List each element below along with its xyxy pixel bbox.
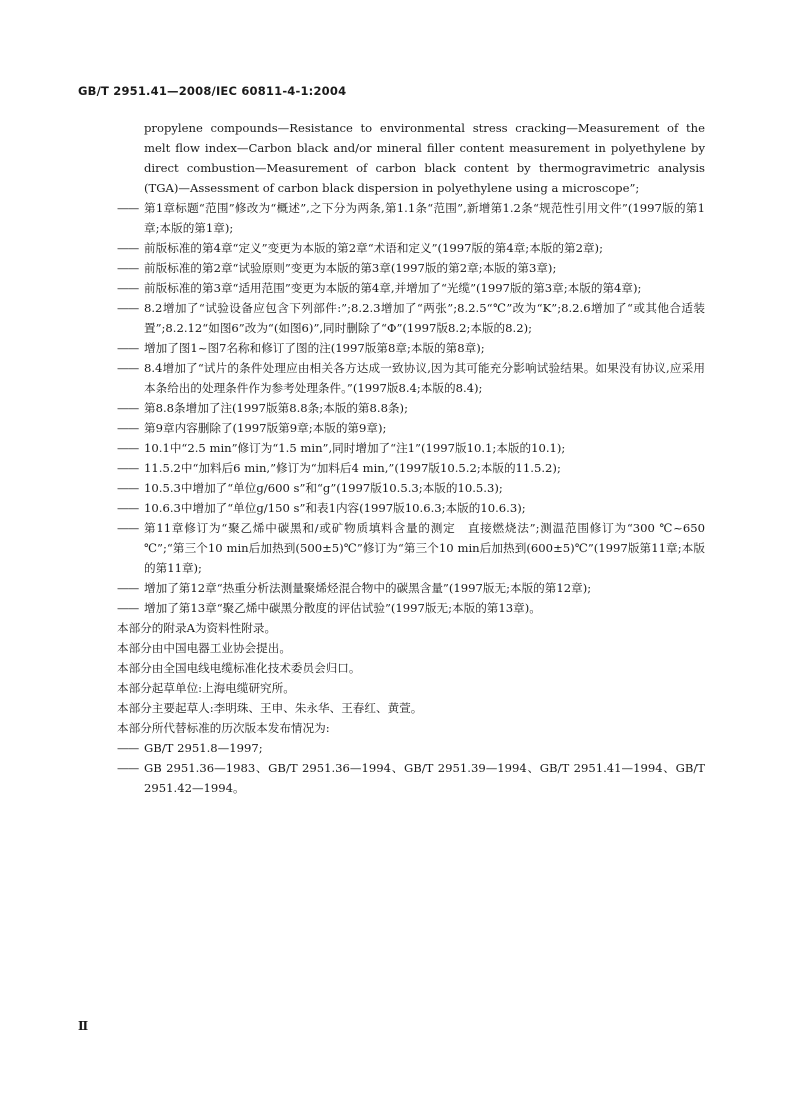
changes-list xyxy=(117,198,705,618)
list-dash: —— xyxy=(117,501,139,515)
continuation-paragraph xyxy=(117,118,705,198)
list-dash: —— xyxy=(117,401,139,415)
change-item-text: 10.1中“2.5 min”修订为“1.5 min”,同时增加了“注1”(1997版10.1;本版的10.1); xyxy=(144,441,566,455)
statement-paragraph: 本部分主要起草人:李明珠、王申、朱永华、王春红、黄萱。 xyxy=(117,701,423,715)
change-item-text: 8.4增加了“试片的条件处理应由相关各方达成一致协议,因为其可能充分影响试验结果。如果没有协议,应采用本条给出的处理条件作为参考处理条件。”(1997版8.4;本版的8.4); xyxy=(144,361,705,395)
change-item-text: 前版标准的第3章“适用范围”变更为本版的第4章,并增加了“光缆”(1997版的第3章;本版的第4章); xyxy=(144,281,642,295)
history-item-text: GB 2951.36—1983、GB/T 2951.36—1994、GB/T 2951.39—1994、GB/T 2951.41—1994、GB/T 2951.42—1994。 xyxy=(144,761,705,795)
list-dash: —— xyxy=(117,361,139,375)
list-dash: —— xyxy=(117,581,139,595)
change-item-text: 增加了第13章“聚乙烯中碳黑分散度的评估试验”(1997版无;本版的第13章)。 xyxy=(144,601,541,615)
change-item-text: 第11章修订为“聚乙烯中碳黑和/或矿物质填料含量的测定 直接燃烧法”;测温范围修订为“300 ℃~650 ℃”;“第三个10 min后加热到(500±5)℃”修订为“第三个10 min后加热到(600±5)℃”(1997版第11章;本版的第11章); xyxy=(144,521,705,575)
page-number: Ⅱ xyxy=(78,1019,89,1033)
change-item xyxy=(117,298,705,338)
list-dash: —— xyxy=(117,441,139,455)
history-item xyxy=(117,758,705,798)
change-item-text: 增加了第12章“热重分析法测量聚烯烃混合物中的碳黑含量”(1997版无;本版的第12章); xyxy=(144,581,592,595)
statements-list xyxy=(117,618,705,738)
list-dash: —— xyxy=(117,481,139,495)
change-item-text: 11.5.2中“加料后6 min,”修订为“加料后4 min,”(1997版10.5.2;本版的11.5.2); xyxy=(144,461,561,475)
change-item xyxy=(117,358,705,398)
continuation-text: propylene compounds—Resistance to environmental stress cracking—Measurement of the melt flow index—Carbon black and/or mineral filler content measurement in polyethylene by direct combustion—Measurement of carbon black content by thermogravimetric analysis (TGA)—Assessment of carbon black dispersion in polyethylene using a microscope”; xyxy=(144,121,705,195)
list-dash: —— xyxy=(117,261,139,275)
change-item-text: 第9章内容删除了(1997版第9章;本版的第9章); xyxy=(144,421,387,435)
change-item-text: 8.2增加了“试验设备应包含下列部件:”;8.2.3增加了“两张”;8.2.5“℃”改为“K”;8.2.6增加了“或其他合适装置”;8.2.12“如图6”改为“(如图6)”,同时删除了“Φ”(1997版8.2;本版的8.2); xyxy=(144,301,705,335)
list-dash: —— xyxy=(117,761,139,775)
change-item-text: 第8.8条增加了注(1997版第8.8条;本版的第8.8条); xyxy=(144,401,408,415)
statement-paragraph: 本部分起草单位:上海电缆研究所。 xyxy=(117,681,295,695)
history-item-text: GB/T 2951.8—1997; xyxy=(144,741,263,755)
change-item xyxy=(117,418,705,438)
change-item xyxy=(117,458,705,478)
list-dash: —— xyxy=(117,741,139,755)
list-dash: —— xyxy=(117,301,139,315)
page-header-standard-id: GB/T 2951.41—2008/IEC 60811-4-1:2004 xyxy=(78,84,347,98)
list-dash: —— xyxy=(117,521,139,535)
change-item xyxy=(117,478,705,498)
list-dash: —— xyxy=(117,201,139,215)
change-item-text: 10.5.3中增加了“单位g/600 s”和“g”(1997版10.5.3;本版的10.5.3); xyxy=(144,481,503,495)
list-dash: —— xyxy=(117,601,139,615)
change-item-text: 第1章标题“范围”修改为“概述”,之下分为两条,第1.1条“范围”,新增第1.2条“规范性引用文件”(1997版的第1章;本版的第1章); xyxy=(144,201,705,235)
change-item xyxy=(117,518,705,578)
change-item xyxy=(117,578,705,598)
history-list xyxy=(117,738,705,798)
change-item xyxy=(117,198,705,238)
change-item xyxy=(117,258,705,278)
change-item-text: 增加了图1~图7名称和修订了图的注(1997版第8章;本版的第8章); xyxy=(144,341,485,355)
change-item xyxy=(117,398,705,418)
statement-paragraph: 本部分的附录A为资料性附录。 xyxy=(117,621,277,635)
history-item xyxy=(117,738,705,758)
document-body xyxy=(117,118,705,798)
change-item xyxy=(117,438,705,458)
list-dash: —— xyxy=(117,461,139,475)
change-item-text: 前版标准的第4章“定义”变更为本版的第2章“术语和定义”(1997版的第4章;本版的第2章); xyxy=(144,241,603,255)
list-dash: —— xyxy=(117,241,139,255)
list-dash: —— xyxy=(117,421,139,435)
list-dash: —— xyxy=(117,281,139,295)
change-item xyxy=(117,278,705,298)
statement-paragraph: 本部分由中国电器工业协会提出。 xyxy=(117,641,291,655)
change-item xyxy=(117,498,705,518)
statement-paragraph: 本部分由全国电线电缆标准化技术委员会归口。 xyxy=(117,661,361,675)
change-item xyxy=(117,598,705,618)
statement-paragraph: 本部分所代替标准的历次版本发布情况为: xyxy=(117,721,330,735)
change-item-text: 前版标准的第2章“试验原则”变更为本版的第3章(1997版的第2章;本版的第3章); xyxy=(144,261,557,275)
list-dash: —— xyxy=(117,341,139,355)
change-item-text: 10.6.3中增加了“单位g/150 s”和表1内容(1997版10.6.3;本版的10.6.3); xyxy=(144,501,526,515)
change-item xyxy=(117,338,705,358)
change-item xyxy=(117,238,705,258)
